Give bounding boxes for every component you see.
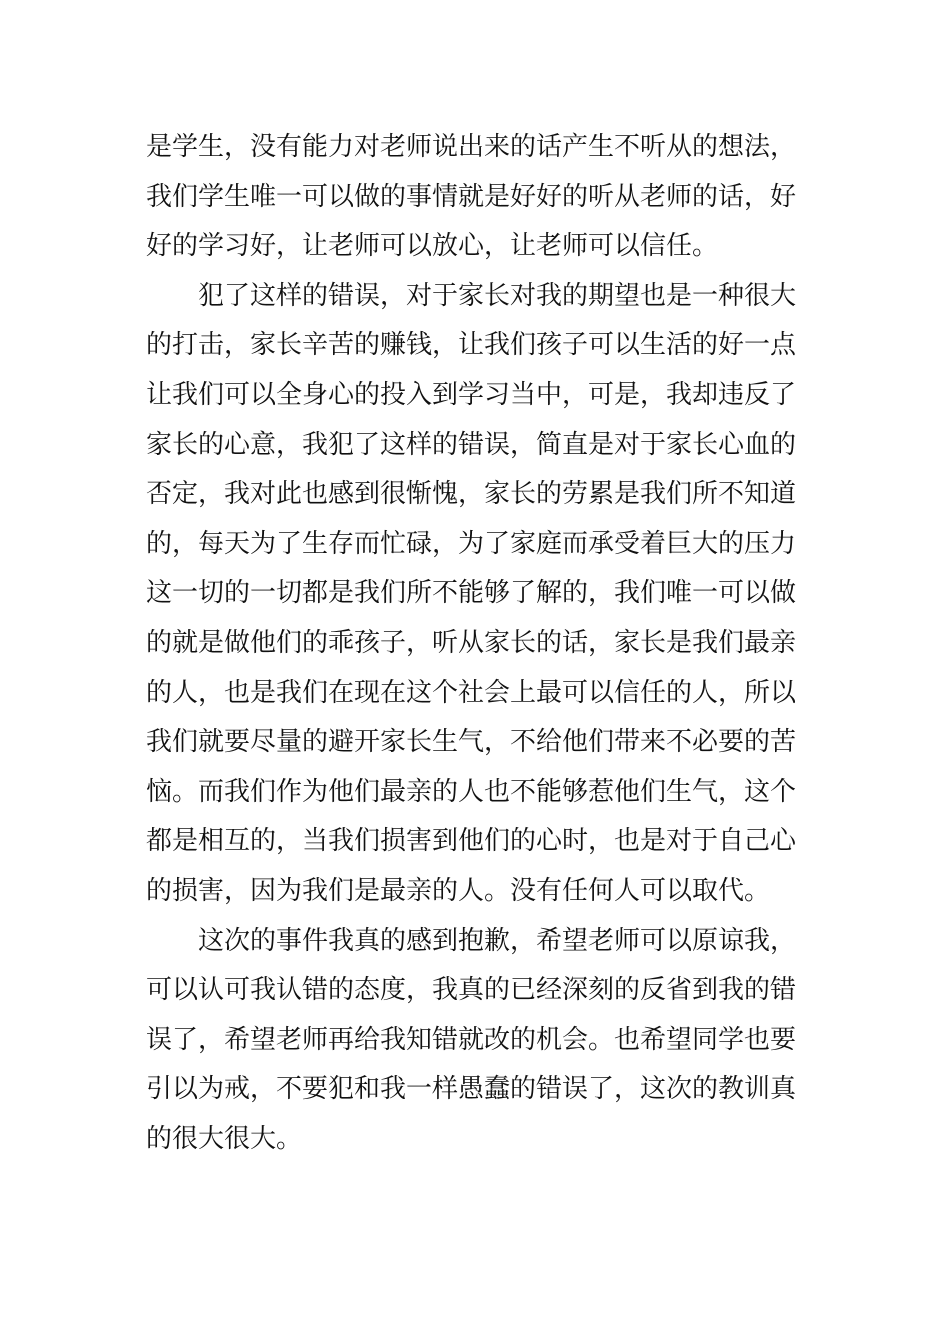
text-line: 是学生，没有能力对老师说出来的话产生不听从的想法， — [146, 132, 797, 162]
text-line: 的很大很大。 — [146, 1123, 303, 1154]
text-line: 让我们可以全身心的投入到学习当中，可是，我却违反了 — [146, 379, 797, 410]
text-line: 好的学习好，让老师可以放心，让老师可以信任。 — [146, 231, 719, 262]
text-line: 都是相互的，当我们损害到他们的心时，也是对于自己心 — [146, 826, 797, 857]
text-line: 的打击，家长辛苦的赚钱，让我们孩子可以生活的好一点 — [146, 330, 797, 361]
text-line: 的，每天为了生存而忙碌，为了家庭而承受着巨大的压力 — [146, 528, 797, 559]
text-line: 的人，也是我们在现在这个社会上最可以信任的人，所以 — [146, 677, 797, 708]
text-line: 我们学生唯一可以做的事情就是好好的听从老师的话，好 — [146, 181, 797, 212]
text-line: 的就是做他们的乖孩子，听从家长的话，家长是我们最亲 — [146, 627, 797, 658]
body-text — [146, 123, 808, 1164]
paragraph-start-line: 犯了这样的错误，对于家长对我的期望也是一种很大 — [146, 280, 797, 311]
text-line: 误了，希望老师再给我知错就改的机会。也希望同学也要 — [146, 1024, 797, 1055]
text-line: 引以为戒，不要犯和我一样愚蠢的错误了，这次的教训真 — [146, 1074, 797, 1105]
text-line: 我们就要尽量的避开家长生气，不给他们带来不必要的苦 — [146, 727, 797, 758]
text-line: 这一切的一切都是我们所不能够了解的，我们唯一可以做 — [146, 578, 797, 609]
text-line: 可以认可我认错的态度，我真的已经深刻的反省到我的错 — [146, 975, 797, 1006]
text-line: 恼。而我们作为他们最亲的人也不能够惹他们生气，这个 — [146, 776, 797, 807]
text-line: 否定，我对此也感到很惭愧，家长的劳累是我们所不知道 — [146, 479, 797, 510]
text-line: 的损害，因为我们是最亲的人。没有任何人可以取代。 — [146, 875, 771, 906]
text-line: 家长的心意，我犯了这样的错误，简直是对于家长心血的 — [146, 429, 797, 460]
paragraph-start-line: 这次的事件我真的感到抱歉，希望老师可以原谅我， — [146, 925, 797, 956]
